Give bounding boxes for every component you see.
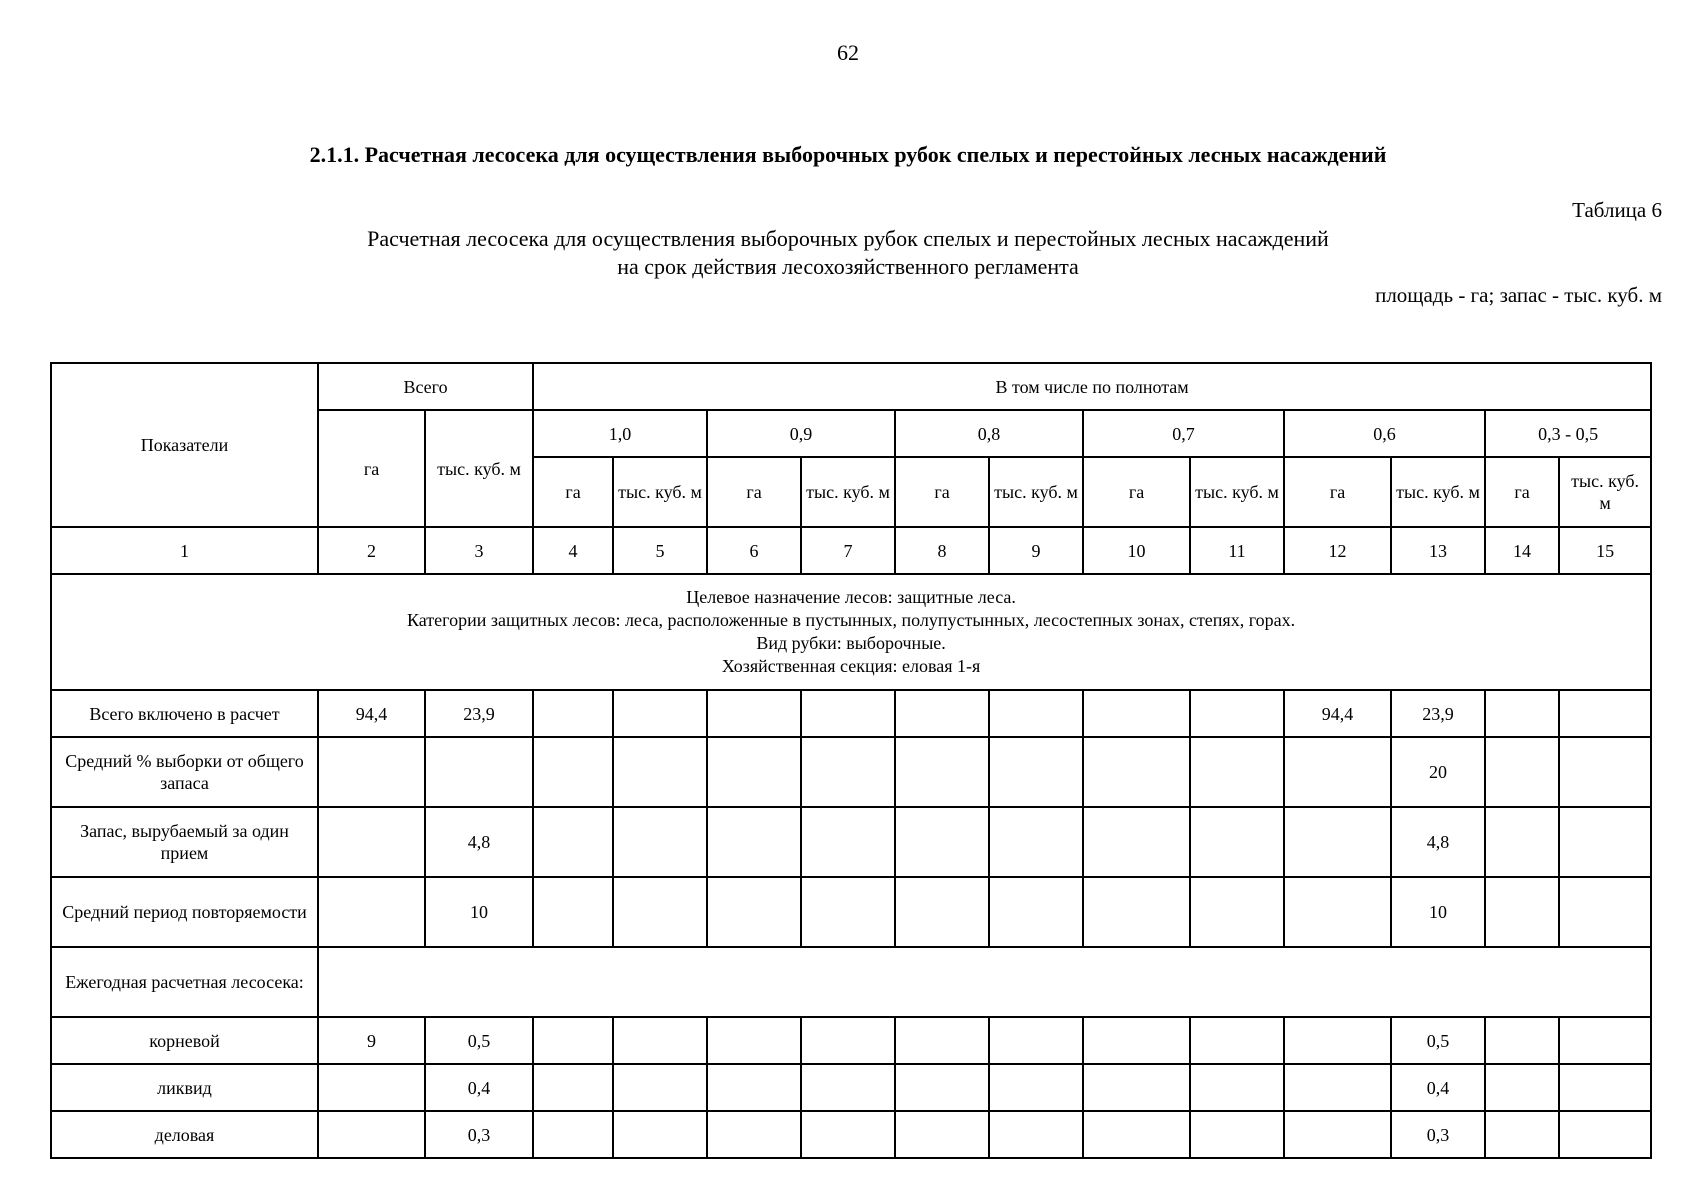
table-cell xyxy=(613,690,707,737)
table-cell xyxy=(1083,807,1190,877)
table-cell xyxy=(318,877,425,947)
header-volume: тыс. куб. м xyxy=(613,457,707,527)
table-row xyxy=(51,1017,1651,1064)
table-cell xyxy=(1083,737,1190,807)
row-label: корневой xyxy=(51,1017,318,1064)
table-cell xyxy=(895,1111,989,1158)
header-indicators: Показатели xyxy=(51,363,318,527)
table-row xyxy=(51,1064,1651,1111)
table-cell: 0,3 xyxy=(425,1111,533,1158)
table-cell xyxy=(1559,1111,1651,1158)
table-row xyxy=(51,877,1651,947)
table-cell xyxy=(989,807,1083,877)
header-ha: га xyxy=(707,457,801,527)
column-number: 3 xyxy=(425,527,533,574)
header-row-1 xyxy=(51,363,1651,410)
column-number: 14 xyxy=(1485,527,1559,574)
section-category: Категории защитных лесов: леса, расположенные в пустынных, полупустынных, лесостепных зонах, степях, горах. xyxy=(407,610,1296,630)
table-cell: 94,4 xyxy=(318,690,425,737)
table-cell xyxy=(1083,1111,1190,1158)
column-number: 7 xyxy=(801,527,895,574)
table-row xyxy=(51,1111,1651,1158)
table-cell xyxy=(1284,1064,1391,1111)
table-cell xyxy=(801,690,895,737)
header-density-0-8: 0,8 xyxy=(895,410,1083,457)
header-ha: га xyxy=(895,457,989,527)
row-label: Ежегодная расчетная лесосека: xyxy=(51,947,318,1017)
column-number: 2 xyxy=(318,527,425,574)
header-ha: га xyxy=(533,457,613,527)
table-cell xyxy=(533,1111,613,1158)
table-cell xyxy=(533,690,613,737)
section-economic-section: Хозяйственная секция: еловая 1-я xyxy=(721,656,981,676)
table-cell xyxy=(533,877,613,947)
table-cell: 0,3 xyxy=(1391,1111,1485,1158)
table-cell xyxy=(801,1017,895,1064)
table-cell xyxy=(318,737,425,807)
header-total-ha: га xyxy=(318,410,425,527)
table-cell: 0,4 xyxy=(1391,1064,1485,1111)
column-number: 5 xyxy=(613,527,707,574)
table-cell xyxy=(1559,877,1651,947)
table-cell-empty-span xyxy=(318,947,1651,1017)
table-cell xyxy=(533,1064,613,1111)
table-cell: 9 xyxy=(318,1017,425,1064)
table-cell: 23,9 xyxy=(425,690,533,737)
table-cell: 0,5 xyxy=(1391,1017,1485,1064)
table-cell xyxy=(1190,1017,1284,1064)
column-number: 6 xyxy=(707,527,801,574)
header-volume: тыс. куб. м xyxy=(1559,457,1651,527)
table-cell xyxy=(1485,737,1559,807)
table-cell xyxy=(613,737,707,807)
table-cell: 10 xyxy=(425,877,533,947)
table-cell xyxy=(1083,877,1190,947)
column-number: 8 xyxy=(895,527,989,574)
table-cell xyxy=(1559,1017,1651,1064)
column-number: 13 xyxy=(1391,527,1485,574)
table-cell xyxy=(318,1111,425,1158)
table-row xyxy=(51,690,1651,737)
table-cell xyxy=(1559,737,1651,807)
table-cell xyxy=(989,1017,1083,1064)
table-cell: 4,8 xyxy=(425,807,533,877)
table-cell xyxy=(1485,1064,1559,1111)
table-cell xyxy=(801,737,895,807)
table-cell: 94,4 xyxy=(1284,690,1391,737)
column-number: 15 xyxy=(1559,527,1651,574)
row-label: Средний период повторяемости xyxy=(51,877,318,947)
caption-line-1: Расчетная лесосека для осуществления выборочных рубок спелых и перестойных лесных насаждений xyxy=(367,226,1329,251)
table-cell xyxy=(1284,737,1391,807)
table-cell: 0,5 xyxy=(425,1017,533,1064)
units-note: площадь - га; запас - тыс. куб. м xyxy=(1375,283,1662,307)
table-row xyxy=(51,807,1651,877)
table-cell xyxy=(613,1017,707,1064)
header-density-0-9: 0,9 xyxy=(707,410,895,457)
header-density-0-6: 0,6 xyxy=(1284,410,1485,457)
table-cell xyxy=(707,1064,801,1111)
table-cell xyxy=(1190,690,1284,737)
column-number: 4 xyxy=(533,527,613,574)
caption-line-2: на срок действия лесохозяйственного регламента xyxy=(617,254,1079,279)
table-cell xyxy=(707,877,801,947)
table-cell xyxy=(801,1064,895,1111)
header-ha: га xyxy=(1485,457,1559,527)
header-volume: тыс. куб. м xyxy=(1391,457,1485,527)
table-caption xyxy=(0,225,1696,281)
table-cell xyxy=(895,807,989,877)
header-by-density: В том числе по полнотам xyxy=(533,363,1651,410)
table-cell xyxy=(707,1017,801,1064)
table-cell xyxy=(895,690,989,737)
table-cell xyxy=(895,1064,989,1111)
table-cell xyxy=(989,1064,1083,1111)
page-number: 62 xyxy=(837,40,859,65)
header-total-volume: тыс. куб. м xyxy=(425,410,533,527)
section-purpose: Целевое назначение лесов: защитные леса. xyxy=(686,587,1016,607)
table-cell xyxy=(533,807,613,877)
column-numbers-row xyxy=(51,527,1651,574)
section-header-row xyxy=(51,574,1651,690)
table-cell xyxy=(895,877,989,947)
header-density-1-0: 1,0 xyxy=(533,410,707,457)
table-cell xyxy=(318,1064,425,1111)
table-cell xyxy=(613,1064,707,1111)
column-number: 11 xyxy=(1190,527,1284,574)
table-cell xyxy=(801,807,895,877)
table-cell xyxy=(1083,1064,1190,1111)
table-cell xyxy=(533,1017,613,1064)
forest-cut-table xyxy=(50,362,1652,1159)
table-cell xyxy=(707,1111,801,1158)
table-cell: 10 xyxy=(1391,877,1485,947)
table-cell xyxy=(989,877,1083,947)
table-cell xyxy=(801,877,895,947)
table-cell xyxy=(1559,1064,1651,1111)
column-number: 1 xyxy=(51,527,318,574)
table-cell xyxy=(1190,737,1284,807)
table-cell xyxy=(1485,1111,1559,1158)
table-row xyxy=(51,947,1651,1017)
table-cell xyxy=(1284,877,1391,947)
column-number: 12 xyxy=(1284,527,1391,574)
table-cell xyxy=(1485,1017,1559,1064)
table-cell xyxy=(989,737,1083,807)
row-label: деловая xyxy=(51,1111,318,1158)
header-ha: га xyxy=(1284,457,1391,527)
table-cell: 20 xyxy=(1391,737,1485,807)
table-cell xyxy=(1284,1111,1391,1158)
row-label: Средний % выборки от общего запаса xyxy=(51,737,318,807)
header-volume: тыс. куб. м xyxy=(1190,457,1284,527)
table-cell xyxy=(801,1111,895,1158)
section-title: 2.1.1. Расчетная лесосека для осуществления выборочных рубок спелых и перестойных лесных насаждений xyxy=(309,142,1387,167)
table-cell xyxy=(707,737,801,807)
header-total: Всего xyxy=(318,363,533,410)
table-cell: 0,4 xyxy=(425,1064,533,1111)
table-label: Таблица 6 xyxy=(1572,198,1662,222)
header-ha: га xyxy=(1083,457,1190,527)
table-cell: 4,8 xyxy=(1391,807,1485,877)
table-cell xyxy=(1083,690,1190,737)
table-cell xyxy=(1485,807,1559,877)
table-cell xyxy=(533,737,613,807)
table-cell xyxy=(895,1017,989,1064)
table-cell xyxy=(1190,877,1284,947)
row-label: Запас, вырубаемый за один прием xyxy=(51,807,318,877)
table-cell xyxy=(1083,1017,1190,1064)
table-cell xyxy=(895,737,989,807)
table-cell xyxy=(707,807,801,877)
table-cell xyxy=(1190,1111,1284,1158)
header-volume: тыс. куб. м xyxy=(989,457,1083,527)
header-density-0-7: 0,7 xyxy=(1083,410,1284,457)
table-cell xyxy=(1559,690,1651,737)
table-cell xyxy=(1190,807,1284,877)
header-volume: тыс. куб. м xyxy=(801,457,895,527)
table-cell xyxy=(707,690,801,737)
table-cell xyxy=(1485,877,1559,947)
table-cell xyxy=(989,690,1083,737)
table-cell xyxy=(613,877,707,947)
table-cell xyxy=(1559,807,1651,877)
table-cell xyxy=(318,807,425,877)
table-cell xyxy=(1284,807,1391,877)
table-cell xyxy=(1190,1064,1284,1111)
table-cell xyxy=(613,807,707,877)
table-cell xyxy=(989,1111,1083,1158)
table-cell xyxy=(613,1111,707,1158)
column-number: 9 xyxy=(989,527,1083,574)
row-label: ликвид xyxy=(51,1064,318,1111)
row-label: Всего включено в расчет xyxy=(51,690,318,737)
column-number: 10 xyxy=(1083,527,1190,574)
table-cell xyxy=(425,737,533,807)
table-row xyxy=(51,737,1651,807)
section-cut-type: Вид рубки: выборочные. xyxy=(756,633,946,653)
table-cell: 23,9 xyxy=(1391,690,1485,737)
table-cell xyxy=(1284,1017,1391,1064)
header-density-0-3-0-5: 0,3 - 0,5 xyxy=(1485,410,1651,457)
table-cell xyxy=(1485,690,1559,737)
section-description xyxy=(51,574,1651,690)
